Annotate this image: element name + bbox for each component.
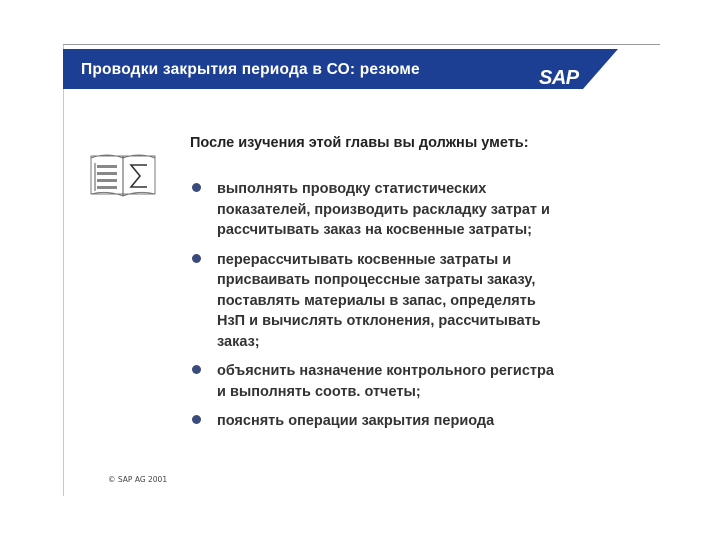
bullet-icon <box>192 415 201 424</box>
page-title: Проводки закрытия периода в СО: резюме <box>81 61 420 78</box>
list-item-line: перерассчитывать косвенные затраты и <box>217 251 512 268</box>
slide <box>63 44 660 496</box>
list-item-line: присваивать попроцессные затраты заказу, <box>217 272 536 288</box>
list-item-line: показателей, производить раскладку затрат и <box>217 201 550 218</box>
bullet-icon <box>192 183 201 192</box>
intro-text: После изучения этой главы вы должны уметь: <box>190 135 529 151</box>
list-item-line: заказ; <box>217 333 260 350</box>
list-item-line: пояснять операции закрытия периода <box>217 413 495 429</box>
bullet-icon <box>192 365 201 374</box>
list-item <box>190 179 620 241</box>
top-divider <box>63 44 660 45</box>
list-item-line: поставлять материалы в запас, определять <box>217 292 536 309</box>
list-item <box>190 250 620 353</box>
list-item-line: НзП и вычислять отклонения, рассчитывать <box>217 313 541 329</box>
list-item-line: рассчитывать заказ на косвенные затраты; <box>217 222 532 238</box>
left-divider <box>63 45 64 496</box>
list-item <box>190 411 620 432</box>
list-item-line: выполнять проводку статистических <box>217 181 487 197</box>
copyright-notice: © SAP AG 2001 <box>108 475 168 484</box>
list-item <box>190 361 620 402</box>
list-item-line: и выполнять соотв. отчеты; <box>217 383 421 400</box>
sap-logo: SAP <box>539 67 579 89</box>
bullet-icon <box>192 254 201 263</box>
list-item-line: объяснить назначение контрольного регистра <box>217 363 554 379</box>
title-bar <box>63 49 660 89</box>
book-sigma-icon <box>89 152 159 203</box>
objectives-list <box>190 179 620 441</box>
